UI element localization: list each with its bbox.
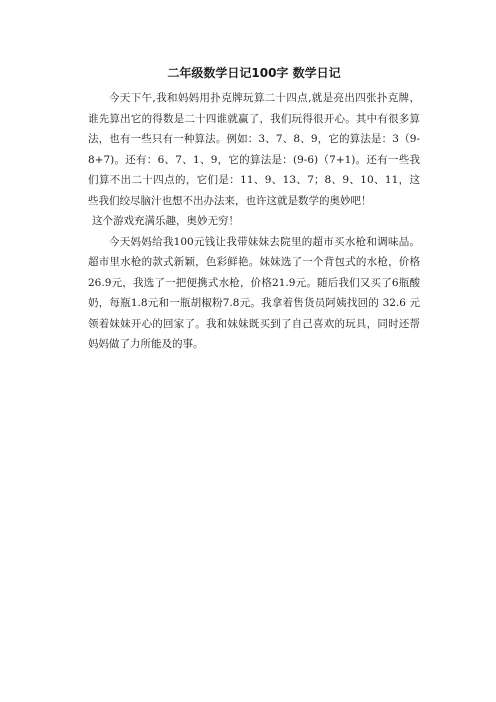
paragraph-game-fun: 这个游戏充满乐趣，奥妙无穷！ <box>92 215 239 227</box>
document-title: 二年级数学日记100字 数学日记 <box>167 66 341 80</box>
paragraph-supermarket: 今天妈妈给我100元钱让我带妹妹去院里的超市买水枪和调味品。超市里水枪的款式新颖，色彩鲜艳。妹妹选了一个背包式的水枪，价格26.9元，我选了一把便携式水枪，价格21.9元。随后我们又买了6瓶酸奶，每瓶1.8元和一瓶胡椒粉7.8元。我拿着售货员阿姨找回的 32.6 元领着妹妹开心的回家了。我和妹妹既买到了自己喜欢的玩具，同时还帮妈妈做了力所能及的事。 <box>88 235 420 350</box>
paragraph-24-points: 今天下午,我和妈妈用扑克牌玩算二十四点,就是亮出四张扑克牌，谁先算出它的得数是二十四谁就赢了，我们玩得很开心。其中有很多算法，也有一些只有一种算法。例如：3、7、8、9，它的算法是：3（9-8+7)。还有：6、7、1、9，它的算法是：(9-6)（7+1)。还有一些我们算不出二十四点的，它们是：11、9、13、7；8、9、10、11，这些我们绞尽脑汁也想不出办法来，也许这就是数学的奥妙吧！ <box>88 92 420 207</box>
document-page <box>88 62 420 355</box>
